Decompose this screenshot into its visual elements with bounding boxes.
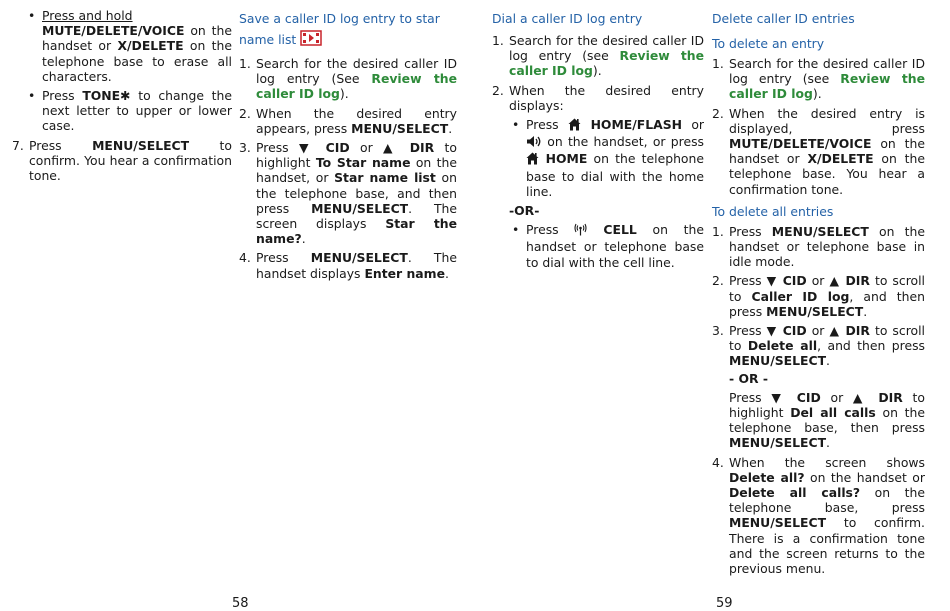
steps-list <box>712 224 925 576</box>
list-item <box>712 106 925 197</box>
underlined-text: Press and hold <box>42 8 133 23</box>
text: When the desired entry appears, press <box>256 105 457 136</box>
key-label: DIR <box>840 273 870 289</box>
item-number: 1. <box>492 33 504 48</box>
text: on the handset, or press <box>542 134 704 150</box>
key-label: MENU/SELECT <box>729 353 827 369</box>
subsection-heading: To delete an entry <box>712 36 825 51</box>
screen-text: Caller ID log <box>751 288 850 304</box>
text: . <box>301 231 306 247</box>
list-item <box>712 323 925 451</box>
key-label: X/DELETE <box>807 151 874 167</box>
screen-text: Enter name <box>364 265 445 281</box>
key-label: HOME/FLASH <box>580 117 683 133</box>
up-arrow-icon: ▲ <box>829 273 841 289</box>
text: Press <box>526 117 568 133</box>
list-item <box>712 56 925 102</box>
cross-reference-link[interactable]: Review the caller ID log <box>729 71 925 102</box>
text: on the handset, or <box>256 155 457 186</box>
key-label: CID <box>314 140 350 156</box>
text: . <box>826 353 830 369</box>
key-label: DIR <box>840 323 870 339</box>
text: on the telephone base, press <box>729 485 925 516</box>
key-label: MENU/SELECT <box>729 515 827 531</box>
item-number: 7. <box>12 137 24 153</box>
star-name-badge-icon <box>300 30 322 52</box>
text: or <box>806 323 830 339</box>
text: , and then press <box>729 288 925 319</box>
text: to confirm. There is a confirmation tone and the screen returns to the previous menu. <box>729 515 925 577</box>
heading-text: Save a caller ID log entry to star name list <box>239 11 440 47</box>
text: on the telephone base to erase all characters. <box>42 38 232 84</box>
item-number: 4. <box>239 250 251 266</box>
text: Press <box>42 88 83 104</box>
text: , and then press <box>817 338 925 354</box>
text: . <box>863 303 868 319</box>
text: to change the next letter to upper or lower case. <box>42 88 232 134</box>
text: or <box>820 389 853 405</box>
item-number: 1. <box>712 56 724 71</box>
text: . <box>444 265 449 281</box>
down-arrow-icon: ▼ <box>771 389 787 405</box>
key-label: CELL <box>587 222 637 238</box>
text: . The screen displays <box>256 200 457 232</box>
text: to scroll to <box>729 273 925 304</box>
text: Press <box>526 222 575 238</box>
screen-text: Delete all <box>747 338 818 354</box>
section-heading <box>239 8 457 52</box>
key-label: MENU/SELECT <box>310 250 408 266</box>
key-label: HOME <box>539 151 588 167</box>
cross-reference-link[interactable]: Review the caller ID log <box>256 71 457 102</box>
text: Search for the desired caller ID log entry (see <box>729 56 925 87</box>
item-number: 1. <box>712 223 724 239</box>
text: on the telephone base, and then press <box>256 170 457 216</box>
column-1 <box>12 8 232 187</box>
cross-reference-link[interactable]: Review the caller ID log <box>509 48 704 79</box>
steps-list <box>492 33 704 270</box>
list-item <box>712 224 925 270</box>
text: . <box>448 120 453 136</box>
text: on the telephone base, then press <box>729 405 925 436</box>
bullet-list <box>509 117 704 199</box>
list-item <box>712 273 925 319</box>
text: Search for the desired caller ID log entry (See <box>256 56 457 87</box>
list-item <box>12 138 232 184</box>
screen-text: Delete all calls? <box>729 485 861 501</box>
screen-text: To Star name <box>315 155 411 171</box>
page-number-right: 59 <box>716 596 733 611</box>
text: to highlight <box>256 140 457 171</box>
key-label: CID <box>777 323 807 339</box>
text: . <box>826 435 830 451</box>
key-label: MUTE/DELETE/VOICE <box>729 136 872 152</box>
home-icon <box>526 152 539 168</box>
item-number: 2. <box>492 82 504 98</box>
section-heading: Dial a caller ID log entry <box>492 11 643 26</box>
text: Press <box>729 273 767 289</box>
down-arrow-icon: ▼ <box>766 323 778 339</box>
text: ). <box>339 86 349 102</box>
subsection-heading: To delete all entries <box>712 203 834 219</box>
column-2 <box>239 8 457 285</box>
list-item <box>239 56 457 102</box>
key-label: MENU/SELECT <box>771 223 869 239</box>
key-label: MENU/SELECT <box>311 200 409 216</box>
key-label: MENU/SELECT <box>729 435 827 451</box>
text: ). <box>812 86 822 102</box>
screen-text: Del all calls <box>790 405 876 421</box>
text: Press <box>256 140 299 156</box>
key-label: MUTE/DELETE/VOICE <box>42 23 185 39</box>
speaker-icon <box>526 135 542 151</box>
item-number: 3. <box>712 323 724 339</box>
text: Press <box>256 250 311 266</box>
item-number: 2. <box>712 273 724 289</box>
text: to highlight <box>729 389 925 421</box>
text: on the handset or <box>729 136 925 167</box>
steps-list <box>239 56 457 281</box>
list-item <box>239 106 457 136</box>
text: on the handset or telephone base in idle mode. <box>729 223 925 270</box>
list-item <box>712 455 925 577</box>
text: When the desired entry displays: <box>509 82 704 113</box>
screen-text: Delete all? <box>729 469 805 485</box>
text: Search for the desired caller ID log entry (see <box>509 33 704 64</box>
text: When the desired entry is displayed, press <box>729 105 925 136</box>
key-label: CID <box>777 273 807 289</box>
column-3 <box>492 8 704 274</box>
text: on the handset or telephone base to dial with the cell line. <box>526 222 704 270</box>
home-icon <box>568 118 581 134</box>
item-number: 4. <box>712 454 724 470</box>
up-arrow-icon: ▲ <box>829 323 841 339</box>
text: to scroll to <box>729 323 925 354</box>
column-4 <box>712 8 925 580</box>
list-item <box>25 8 232 84</box>
item-number: 2. <box>712 105 724 121</box>
list-item <box>492 83 704 270</box>
list-item <box>492 33 704 79</box>
screen-text: Star name list <box>334 170 436 186</box>
down-arrow-icon: ▼ <box>766 273 778 289</box>
key-label: CID <box>786 389 821 405</box>
down-arrow-icon: ▼ <box>298 140 315 156</box>
list-item <box>509 222 704 270</box>
up-arrow-icon: ▲ <box>852 389 869 405</box>
text: Press <box>729 323 767 339</box>
text: or <box>682 117 704 133</box>
list-item <box>239 250 457 280</box>
text: to confirm. You hear a confirmation tone. <box>29 137 232 184</box>
key-label: X/DELETE <box>117 38 184 54</box>
key-label: TONE <box>82 88 121 104</box>
section-heading: Delete caller ID entries <box>712 11 855 26</box>
alternative-step <box>729 390 925 451</box>
text: on the telephone base. You hear a confirmation tone. <box>729 151 925 197</box>
or-separator: - OR - <box>729 370 768 386</box>
key-label: MENU/SELECT <box>92 137 190 153</box>
key-label: DIR <box>868 389 903 405</box>
text: on the handset or <box>804 469 925 485</box>
or-separator: -OR- <box>509 203 540 219</box>
item-number: 1. <box>239 56 251 71</box>
text: Press <box>29 137 93 153</box>
bullet-list <box>509 222 704 270</box>
text: or <box>349 140 384 156</box>
page-number-left: 58 <box>232 596 249 611</box>
screen-text: Star the name? <box>256 216 457 247</box>
text: Press <box>729 389 772 405</box>
list-item <box>25 88 232 134</box>
text: on the handset or <box>42 23 232 54</box>
item-number: 2. <box>239 105 251 121</box>
text: or <box>806 273 830 289</box>
steps-list <box>712 56 925 197</box>
item-number: 3. <box>239 140 251 156</box>
star-key-symbol: ✱ <box>120 88 131 104</box>
text: ). <box>592 63 602 79</box>
key-label: MENU/SELECT <box>351 120 449 136</box>
text: on the telephone base to dial with the home line. <box>526 151 704 199</box>
text: Press <box>729 223 772 239</box>
key-label: MENU/SELECT <box>766 303 864 319</box>
key-label: DIR <box>399 140 435 156</box>
list-item <box>239 140 457 246</box>
up-arrow-icon: ▲ <box>383 140 399 156</box>
text: When the screen shows <box>729 454 925 470</box>
list-item <box>509 117 704 199</box>
bullet-list <box>12 8 232 134</box>
cell-signal-icon <box>574 223 587 239</box>
text: . The handset displays <box>256 250 457 281</box>
